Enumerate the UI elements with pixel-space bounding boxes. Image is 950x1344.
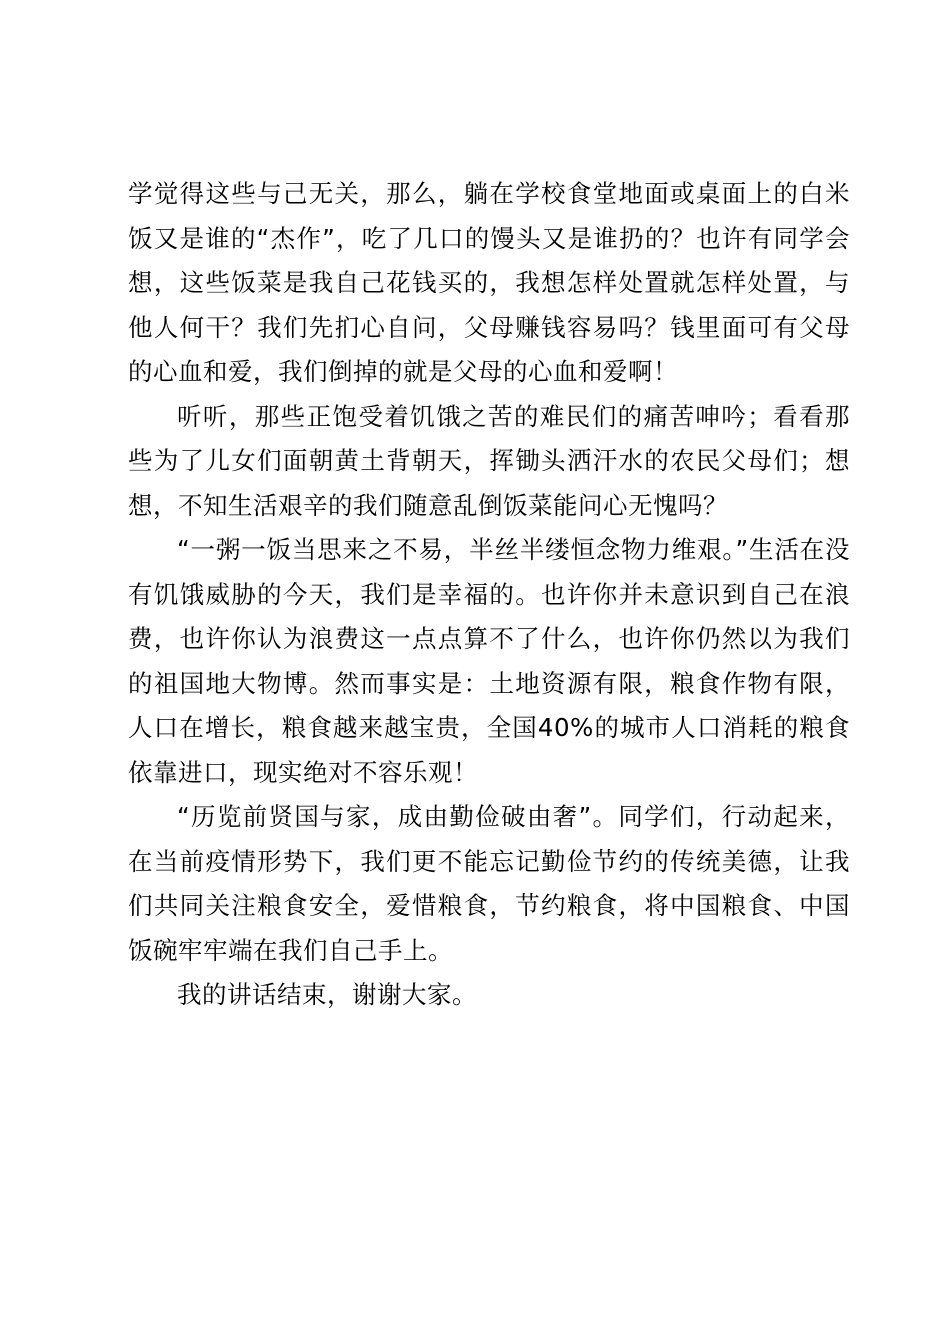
speech-body (128, 172, 850, 1018)
paragraph-call-to-action: “历览前贤国与家，成由勤俭破由奢”。同学们，行动起来，在当前疫情形势下，我们更不能忘记勤俭节约的传统美德，让我们共同关注粮食安全，爱惜粮食，节约粮食，将中国粮食、中国饭碗牢牢端在我们自己手上。 (128, 802, 850, 965)
paragraph-listen-look-think: 听听，那些正饱受着饥饿之苦的难民们的痛苦呻吟；看看那些为了儿女们面朝黄土背朝天，挥锄头洒汗水的农民父母们；想想，不知生活艰辛的我们随意乱倒饭菜能问心无愧吗？ (128, 401, 850, 520)
paragraph-food-resources: “一粥一饭当思来之不易，半丝半缕恒念物力维艰。”生活在没有饥饿威胁的今天，我们是幸福的。也许你并未意识到自己在浪费，也许你认为浪费这一点点算不了什么，也许你仍然以为我们的祖国地大物博。然而事实是：土地资源有限，粮食作物有限，人口在增长，粮食越来越宝贵，全国40%的城市人口消耗的粮食依靠进口，现实绝对不容乐观！ (128, 535, 850, 787)
paragraph-closing: 我的讲话结束，谢谢大家。 (177, 980, 477, 1009)
paragraph-continuation: 学觉得这些与己无关，那么，躺在学校食堂地面或桌面上的白米饭又是谁的“杰作”，吃了几口的馒头又是谁扔的？也许有同学会想，这些饭菜是我自己花钱买的，我想怎样处置就怎样处置，与他人何干？我们先扪心自问，父母赚钱容易吗？钱里面可有父母的心血和爱，我们倒掉的就是父母的心血和爱啊！ (128, 179, 850, 386)
